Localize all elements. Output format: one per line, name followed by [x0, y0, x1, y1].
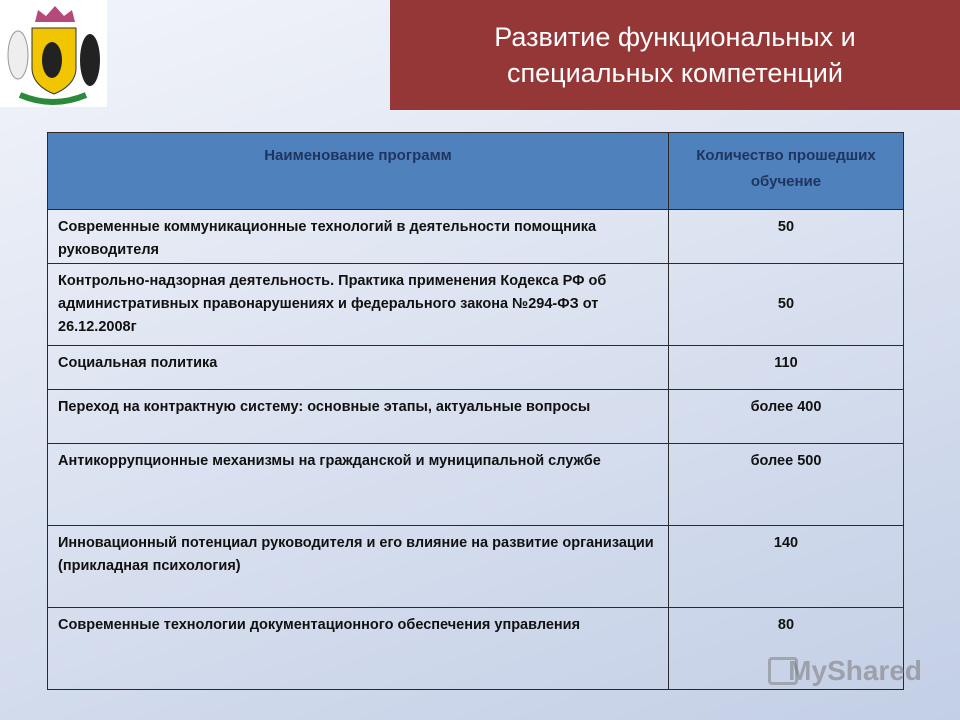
- programs-table: [47, 132, 904, 690]
- table-row: [48, 390, 904, 444]
- trained-count: более 500: [669, 444, 904, 526]
- table-row: [48, 444, 904, 526]
- trained-count: 50: [669, 264, 904, 346]
- program-name: Современные технологии документационного обеспечения управления: [48, 608, 669, 690]
- table-row: [48, 526, 904, 608]
- program-name: Инновационный потенциал руководителя и его влияние на развитие организации (прикладная психология): [48, 526, 669, 608]
- watermark: MyShared: [788, 655, 922, 686]
- trained-count: 50: [669, 210, 904, 264]
- coat-of-arms-logo: [0, 0, 107, 107]
- trained-count: более 400: [669, 390, 904, 444]
- trained-count: 140: [669, 526, 904, 608]
- table-row: [48, 264, 904, 346]
- slide-title: Развитие функциональных и специальных компетенций: [494, 22, 856, 88]
- program-name: Социальная политика: [48, 346, 669, 390]
- table-header-row: [48, 133, 904, 210]
- trained-count: 110: [669, 346, 904, 390]
- slide-title-banner: [390, 0, 960, 110]
- program-name: Контрольно-надзорная деятельность. Практика применения Кодекса РФ об административных правонарушениях и федерального закона №294-ФЗ от 26.12.2008г: [48, 264, 669, 346]
- program-name: Современные коммуникационные технологий в деятельности помощника руководителя: [48, 210, 669, 264]
- header-trained-count: Количество прошедших обучение: [669, 133, 904, 210]
- table-row: [48, 346, 904, 390]
- header-program-name: Наименование программ: [48, 133, 669, 210]
- program-name: Переход на контрактную систему: основные этапы, актуальные вопросы: [48, 390, 669, 444]
- table-row: [48, 210, 904, 264]
- trained-count: 80: [669, 608, 904, 690]
- program-name: Антикоррупционные механизмы на гражданской и муниципальной службе: [48, 444, 669, 526]
